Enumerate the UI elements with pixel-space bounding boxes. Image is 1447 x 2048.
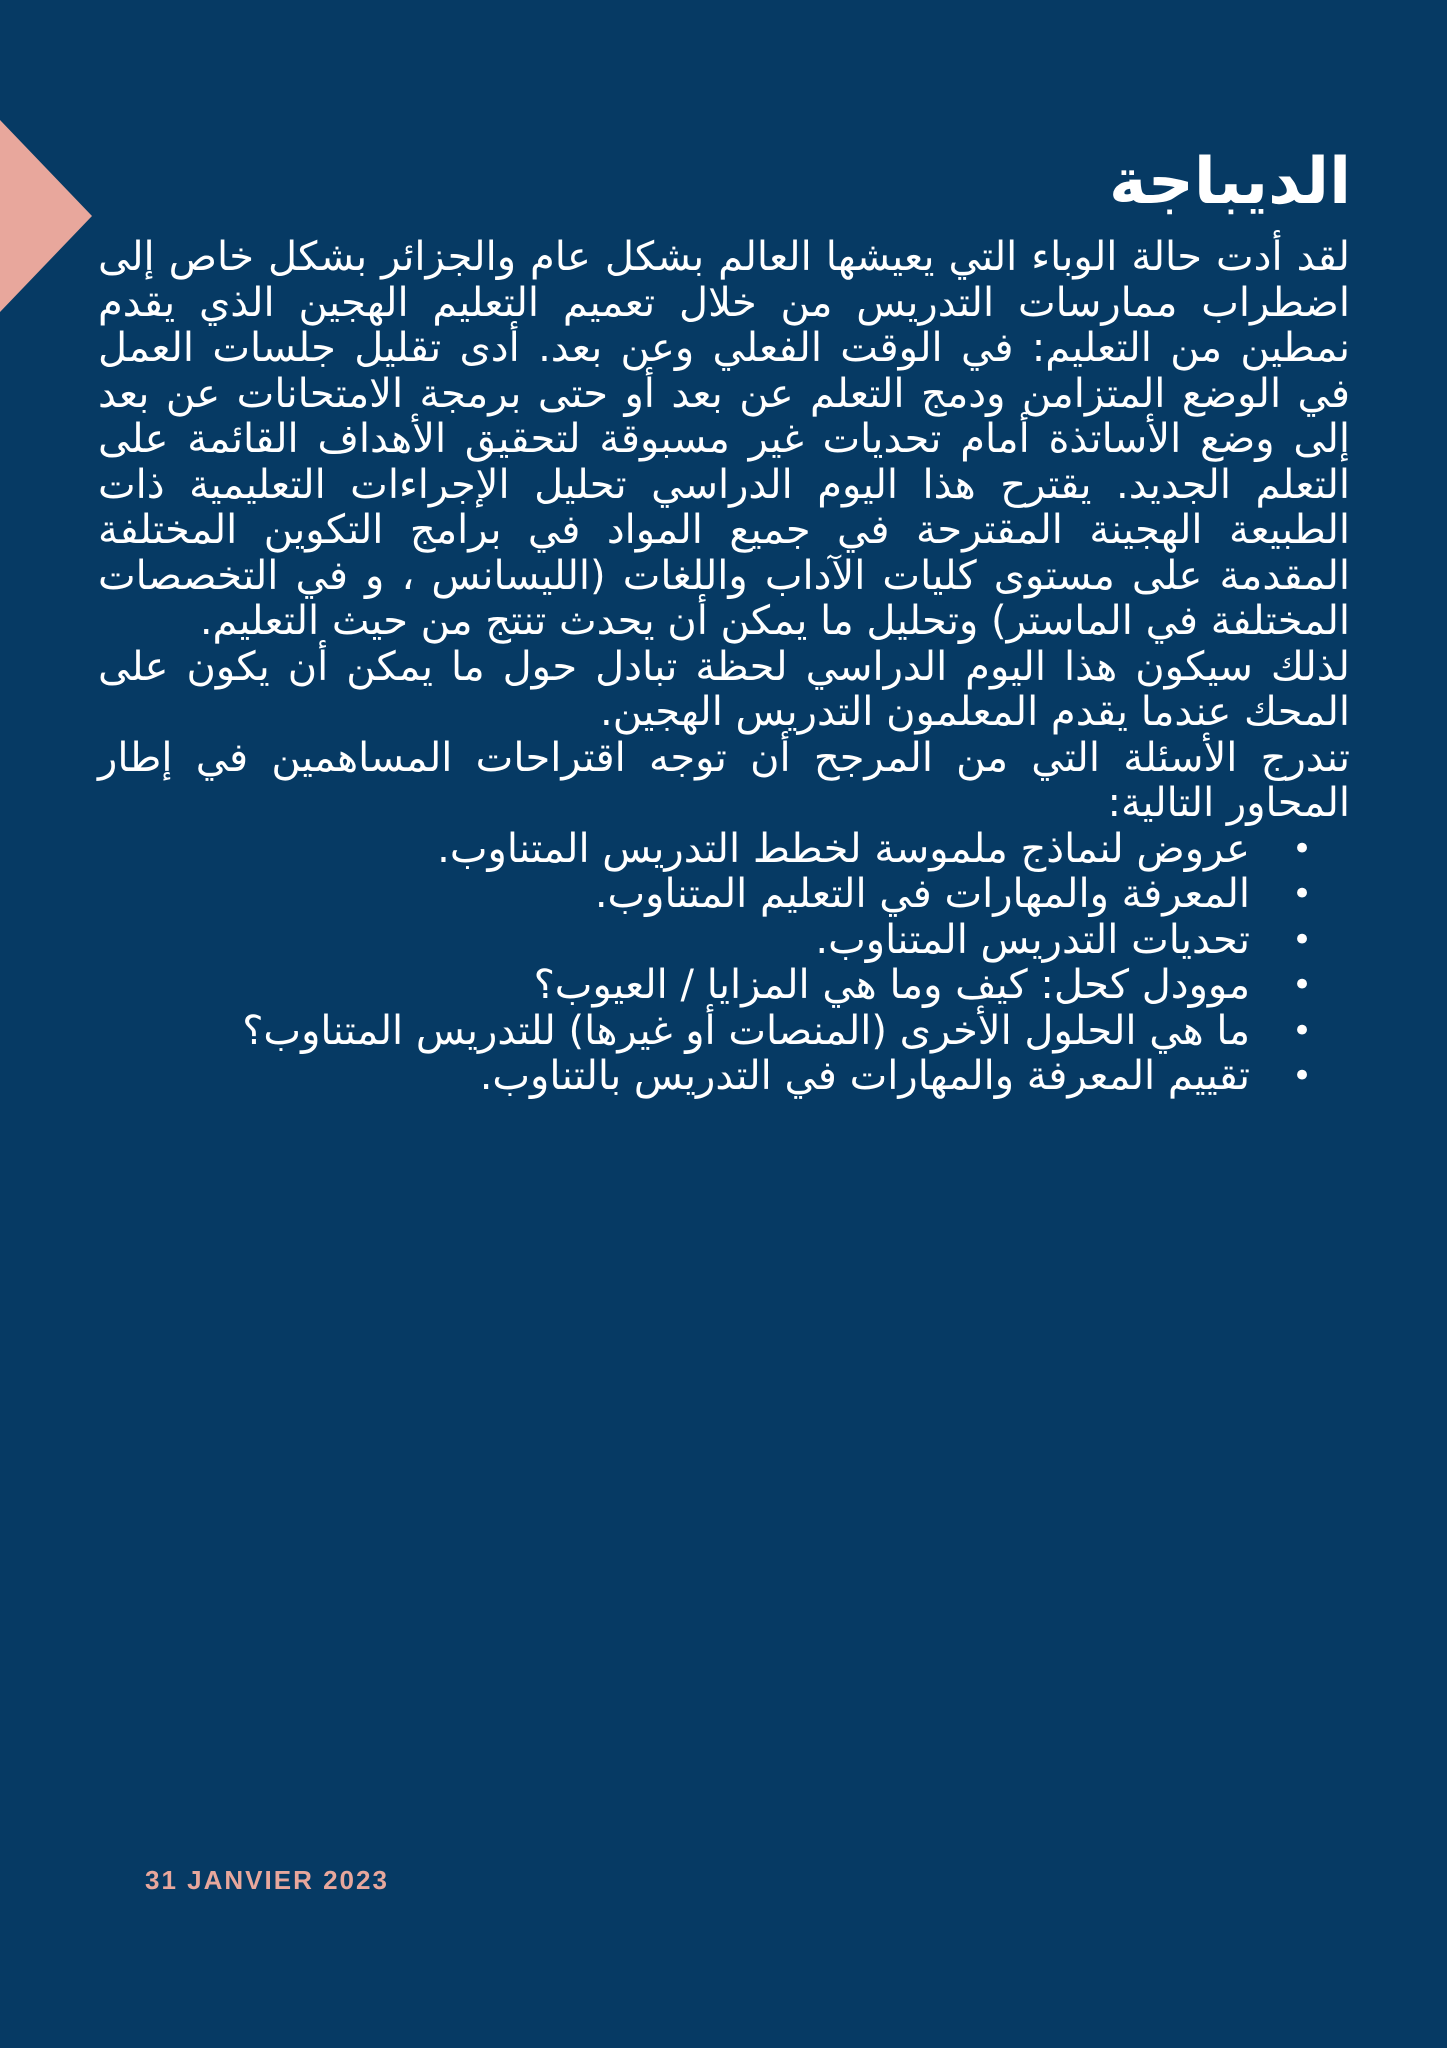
list-item bbox=[98, 916, 1313, 964]
bullet-icon: • bbox=[1291, 965, 1313, 1005]
axis-text: تقييم المعرفة والمهارات في التدريس بالتناوب. bbox=[479, 1053, 1250, 1099]
preamble-paragraph-1: لقد أدت حالة الوباء التي يعيشها العالم بشكل عام والجزائر بشكل خاص إلى اضطراب ممارسات التدريس من خلال تعميم التعليم الهجين الذي يقدم نمطين من التعليم: في الوقت الفعلي وعن بعد. أدى تقليل جلسات العمل في الوضع المتزامن ودمج التعلم عن بعد أو حتى برمجة الامتحانات عن بعد إلى وضع الأساتذة أمام تحديات غير مسبوقة لتحقيق الأهداف القائمة على التعلم الجديد. يقترح هذا اليوم الدراسي تحليل الإجراءات التعليمية ذات الطبيعة الهجينة المقترحة في جميع المواد في برامج التكوين المختلفة المقدمة على مستوى كليات الآداب واللغات (الليسانس ، و في التخصصات المختلفة في الماستر) وتحليل ما يمكن أن يحدث تنتج من حيث التعليم. bbox=[98, 234, 1350, 644]
preamble-content bbox=[98, 235, 1350, 1100]
bullet-icon: • bbox=[1291, 874, 1313, 914]
axis-text: عروض لنماذج ملموسة لخطط التدريس المتناوب. bbox=[437, 825, 1250, 872]
bullet-icon: • bbox=[1291, 828, 1313, 869]
list-item bbox=[98, 825, 1313, 873]
bullet-icon: • bbox=[1291, 919, 1313, 960]
preamble-paragraph-3: تندرج الأسئلة التي من المرجح أن توجه اقتراحات المساهمين في إطار المحاور التالية: bbox=[98, 734, 1350, 826]
axis-text: تحديات التدريس المتناوب. bbox=[815, 916, 1250, 963]
corner-triangle-decoration bbox=[0, 120, 92, 312]
axes-list bbox=[98, 827, 1350, 1100]
list-item bbox=[98, 871, 1313, 918]
page-title: الديباجة bbox=[1108, 145, 1351, 219]
bullet-icon: • bbox=[1291, 1056, 1313, 1096]
bullet-icon: • bbox=[1291, 1010, 1313, 1051]
axis-text: موودل كحل: كيف وما هي المزايا / العيوب؟ bbox=[533, 962, 1250, 1008]
list-item bbox=[98, 1007, 1313, 1055]
preamble-paragraph-2: لذلك سيكون هذا اليوم الدراسي لحظة تبادل حول ما يمكن أن يكون على المحك عندما يقدم المعلمون التدريس الهجين. bbox=[98, 643, 1350, 735]
axis-text: المعرفة والمهارات في التعليم المتناوب. bbox=[594, 871, 1250, 917]
axis-text: ما هي الحلول الأخرى (المنصات أو غيرها) للتدريس المتناوب؟ bbox=[242, 1007, 1250, 1054]
event-date: 31 JANVIER 2023 bbox=[145, 1865, 389, 1895]
list-item bbox=[98, 1053, 1313, 1100]
list-item bbox=[98, 962, 1313, 1009]
